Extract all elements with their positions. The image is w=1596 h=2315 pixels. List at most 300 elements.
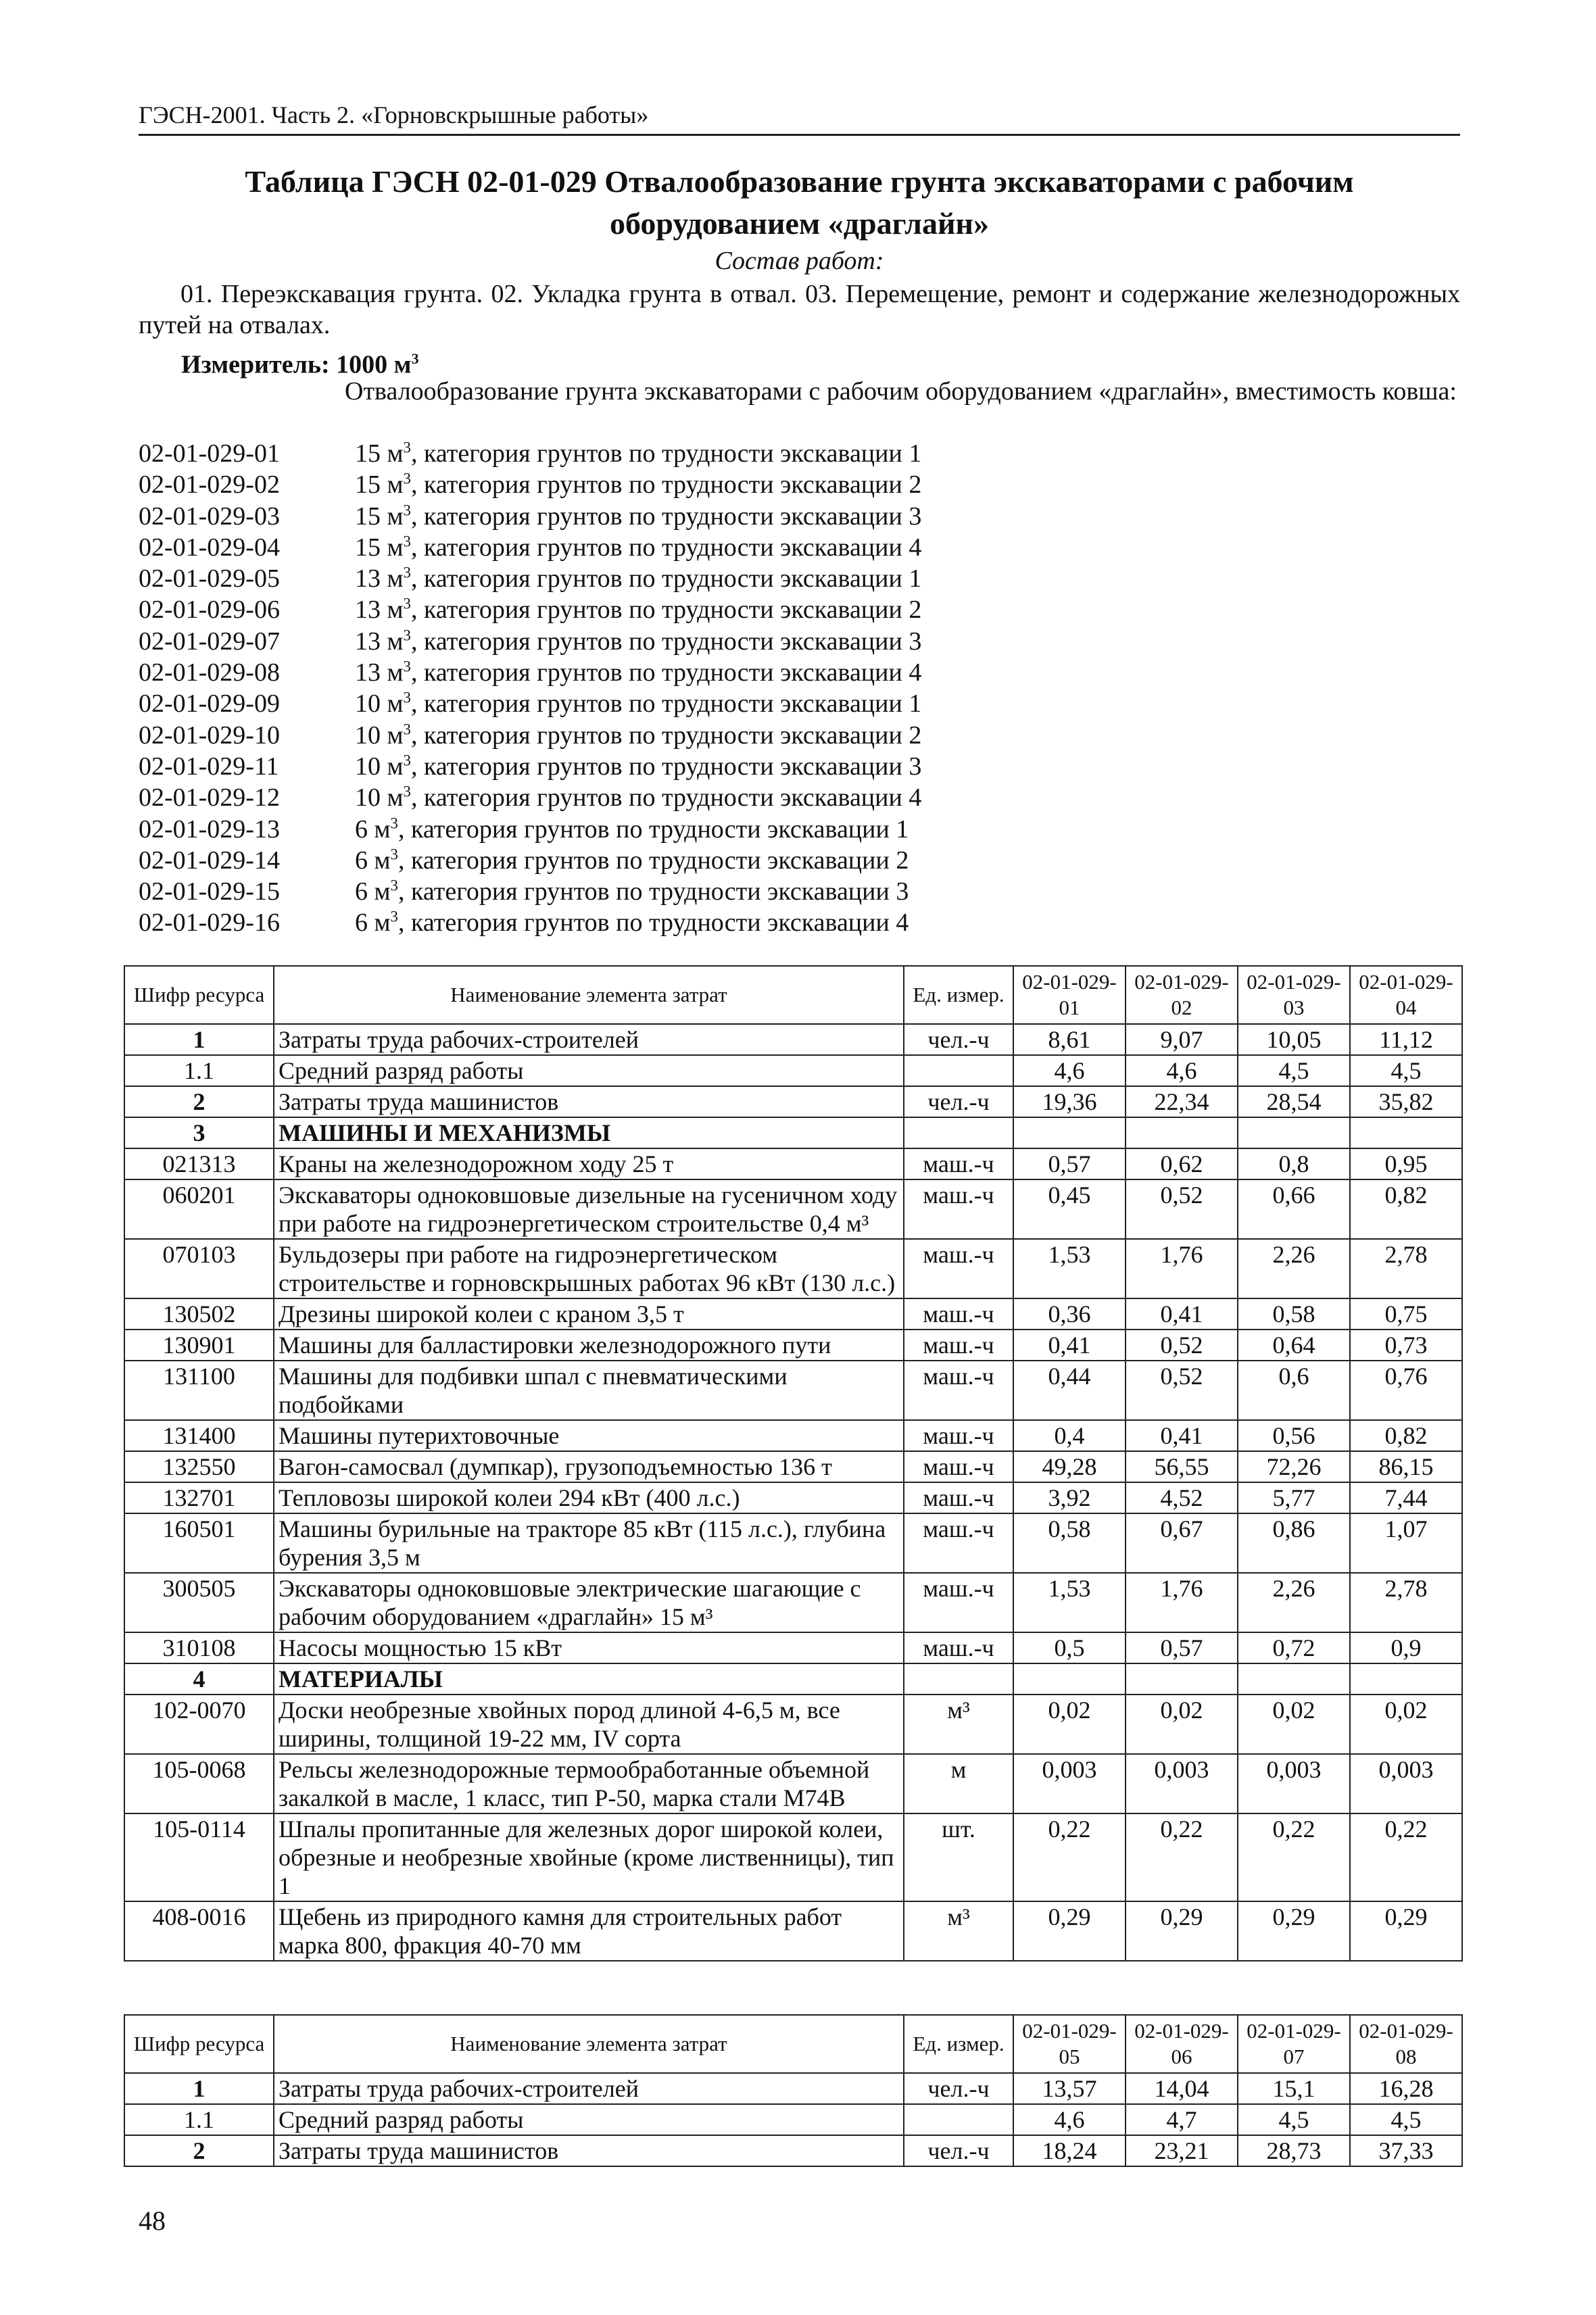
- cubic-sup: 3: [390, 908, 398, 925]
- unit: маш.-ч: [904, 1451, 1013, 1482]
- norm-description-text: , категория грунтов по трудности экскавации 4: [410, 783, 922, 812]
- value-cell: 0,72: [1238, 1632, 1350, 1663]
- table-row: [124, 1513, 1462, 1573]
- norm-description-text: , категория грунтов по трудности экскавации 3: [410, 752, 922, 781]
- norm-description: [355, 907, 1464, 938]
- norm-description-text: , категория грунтов по трудности экскавации 2: [410, 470, 922, 499]
- work-composition-heading: Состав работ:: [715, 247, 884, 275]
- element-name: Затраты труда рабочих-строителей: [274, 1024, 904, 1055]
- value-cell: 0,29: [1126, 1901, 1238, 1961]
- value-cell: 35,82: [1350, 1086, 1462, 1117]
- element-name: Затраты труда машинистов: [274, 2135, 904, 2166]
- value-cell: 2,78: [1350, 1239, 1462, 1298]
- table-row: [124, 2135, 1462, 2166]
- table-row: [124, 1573, 1462, 1632]
- element-name: Насосы мощностью 15 кВт: [274, 1632, 904, 1663]
- unit: м³: [904, 1901, 1013, 1961]
- value-cell: 0,003: [1350, 1754, 1462, 1813]
- value-cell: 0,8: [1238, 1148, 1350, 1179]
- unit: маш.-ч: [904, 1179, 1013, 1239]
- norm-description-text: , категория грунтов по трудности экскавации 3: [397, 877, 909, 906]
- table-row: [124, 1813, 1462, 1901]
- value-cell: 0,75: [1350, 1298, 1462, 1330]
- value-cell: 0,003: [1238, 1754, 1350, 1813]
- norm-description-text: , категория грунтов по трудности экскавации 3: [410, 502, 922, 531]
- norm-code-row: [139, 845, 1464, 876]
- norm-code: 02-01-029-15: [139, 877, 280, 906]
- value-cell: 0,67: [1126, 1513, 1238, 1573]
- norm-code: 02-01-029-16: [139, 908, 280, 937]
- unit: маш.-ч: [904, 1148, 1013, 1179]
- value-cell: 0,02: [1013, 1695, 1126, 1754]
- table-row: [124, 1179, 1462, 1239]
- value-cell: 23,21: [1126, 2135, 1238, 2166]
- value-cell: 0,66: [1238, 1179, 1350, 1239]
- norm-description-volume: 15 м: [355, 533, 404, 562]
- norm-code-row: [139, 688, 1464, 719]
- resource-code: 105-0068: [124, 1754, 274, 1813]
- resource-code: 1: [124, 1024, 274, 1055]
- norm-description: [355, 688, 1464, 719]
- value-cell: 22,34: [1126, 1086, 1238, 1117]
- table-row: [124, 1086, 1462, 1117]
- unit: м³: [904, 1695, 1013, 1754]
- norm-code: 02-01-029-03: [139, 502, 280, 531]
- norm-description-text: , категория грунтов по трудности экскавации 2: [397, 846, 909, 875]
- norm-code: 02-01-029-09: [139, 689, 280, 718]
- unit: маш.-ч: [904, 1513, 1013, 1573]
- element-name: Тепловозы широкой колеи 294 кВт (400 л.с.): [274, 1482, 904, 1513]
- norm-code-row: [139, 782, 1464, 813]
- value-cell: 1,76: [1126, 1239, 1238, 1298]
- value-cell: 0,22: [1126, 1813, 1238, 1901]
- value-cell: 7,44: [1350, 1482, 1462, 1513]
- element-name: Экскаваторы одноковшовые дизельные на гусеничном ходу при работе на гидроэнергетическом строительстве 0,4 м³: [274, 1179, 904, 1239]
- value-cell: 0,64: [1238, 1330, 1350, 1361]
- header-norm-code: 02-01-029-01: [1013, 966, 1126, 1024]
- value-cell: 0,9: [1350, 1632, 1462, 1663]
- table-row: [124, 1901, 1462, 1961]
- cubic-sup: 3: [403, 658, 411, 675]
- value-cell: 4,6: [1126, 1055, 1238, 1086]
- resource-code: 408-0016: [124, 1901, 274, 1961]
- norm-description-volume: 15 м: [355, 470, 404, 499]
- norm-description: [355, 751, 1464, 782]
- resource-code: 130502: [124, 1298, 274, 1330]
- resource-code: 105-0114: [124, 1813, 274, 1901]
- value-cell: 0,29: [1350, 1901, 1462, 1961]
- header-norm-code: 02-01-029-08: [1350, 2015, 1462, 2073]
- element-name: Дрезины широкой колеи с краном 3,5 т: [274, 1298, 904, 1330]
- unit: маш.-ч: [904, 1330, 1013, 1361]
- value-cell: 49,28: [1013, 1451, 1126, 1482]
- element-name: Доски необрезные хвойных пород длиной 4-6,5 м, все ширины, толщиной 19-22 мм, IV сорта: [274, 1695, 904, 1754]
- value-cell: 0,62: [1126, 1148, 1238, 1179]
- value-cell: 0,02: [1238, 1695, 1350, 1754]
- element-name: Машины для подбивки шпал с пневматическими подбойками: [274, 1361, 904, 1420]
- norm-description: [355, 626, 1464, 657]
- norm-description-text: , категория грунтов по трудности экскавации 1: [410, 564, 922, 593]
- value-cell: [1126, 1663, 1238, 1695]
- value-cell: 0,003: [1126, 1754, 1238, 1813]
- table-row: [124, 1632, 1462, 1663]
- value-cell: 0,22: [1238, 1813, 1350, 1901]
- element-name: Бульдозеры при работе на гидроэнергетическом строительстве и горновскрышных работах 96 кВт (130 л.с.): [274, 1239, 904, 1298]
- element-name: Затраты труда рабочих-строителей: [274, 2073, 904, 2104]
- resource-code: 130901: [124, 1330, 274, 1361]
- unit: маш.-ч: [904, 1361, 1013, 1420]
- value-cell: 4,5: [1350, 1055, 1462, 1086]
- norm-code-row: [139, 751, 1464, 782]
- value-cell: 19,36: [1013, 1086, 1126, 1117]
- value-cell: 4,52: [1126, 1482, 1238, 1513]
- header-unit: Ед. измер.: [904, 966, 1013, 1024]
- value-cell: [1350, 1663, 1462, 1695]
- norm-description-volume: 10 м: [355, 783, 404, 812]
- element-name: Машины путерихтовочные: [274, 1420, 904, 1451]
- resource-code: 4: [124, 1663, 274, 1695]
- resource-code: 3: [124, 1117, 274, 1148]
- measure-sup: 3: [411, 350, 419, 367]
- table-row: [124, 1117, 1462, 1148]
- value-cell: 1,76: [1126, 1573, 1238, 1632]
- table-row: [124, 1148, 1462, 1179]
- value-cell: 9,07: [1126, 1024, 1238, 1055]
- unit: [904, 1055, 1013, 1086]
- norm-intro: Отвалообразование грунта экскаваторами с рабочим оборудованием «драглайн», вместимость ковша:: [345, 377, 1457, 406]
- norm-description: [355, 845, 1464, 876]
- value-cell: 1,53: [1013, 1239, 1126, 1298]
- norm-code-row: [139, 469, 1464, 500]
- value-cell: [1013, 1663, 1126, 1695]
- unit: [904, 1663, 1013, 1695]
- norm-description-volume: 13 м: [355, 595, 404, 625]
- table-row: [124, 1695, 1462, 1754]
- value-cell: 1,07: [1350, 1513, 1462, 1573]
- value-cell: 0,36: [1013, 1298, 1126, 1330]
- value-cell: 0,003: [1013, 1754, 1126, 1813]
- measure-unit: [181, 343, 419, 381]
- norm-code: 02-01-029-06: [139, 595, 280, 625]
- header-element-name: Наименование элемента затрат: [274, 2015, 904, 2073]
- resource-table-2: [124, 2014, 1463, 2167]
- norm-description-text: , категория грунтов по трудности экскавации 4: [397, 908, 909, 937]
- norm-description: [355, 814, 1464, 845]
- header-norm-code: 02-01-029-07: [1238, 2015, 1350, 2073]
- unit: шт.: [904, 1813, 1013, 1901]
- value-cell: 0,02: [1126, 1695, 1238, 1754]
- norm-code-row: [139, 501, 1464, 532]
- norm-code: 02-01-029-01: [139, 439, 280, 468]
- norm-description-volume: 10 м: [355, 752, 404, 781]
- norm-description-volume: 13 м: [355, 627, 404, 656]
- element-name: Экскаваторы одноковшовые электрические шагающие с рабочим оборудованием «драглайн» 15 м³: [274, 1573, 904, 1632]
- resource-code: 300505: [124, 1573, 274, 1632]
- norm-code-row: [139, 438, 1464, 469]
- unit: маш.-ч: [904, 1298, 1013, 1330]
- norm-code: 02-01-029-07: [139, 627, 280, 656]
- table-header-row: [124, 966, 1462, 1024]
- norm-code-row: [139, 907, 1464, 938]
- value-cell: 0,56: [1238, 1420, 1350, 1451]
- unit: [904, 1117, 1013, 1148]
- resource-code: 2: [124, 1086, 274, 1117]
- header-element-name: Наименование элемента затрат: [274, 966, 904, 1024]
- cubic-sup: 3: [403, 564, 411, 581]
- norm-code: 02-01-029-14: [139, 846, 280, 875]
- value-cell: 18,24: [1013, 2135, 1126, 2166]
- norm-description: [355, 657, 1464, 688]
- resource-code: 131100: [124, 1361, 274, 1420]
- resource-code: 1.1: [124, 1055, 274, 1086]
- norm-code-row: [139, 532, 1464, 563]
- norm-description-volume: 15 м: [355, 439, 404, 468]
- cubic-sup: 3: [403, 689, 411, 706]
- header-unit: Ед. измер.: [904, 2015, 1013, 2073]
- value-cell: [1126, 1117, 1238, 1148]
- element-name: Шпалы пропитанные для железных дорог широкой колеи, обрезные и необрезные хвойные (кроме лиственницы), тип 1: [274, 1813, 904, 1901]
- value-cell: 4,6: [1013, 2104, 1126, 2135]
- norm-description: [355, 501, 1464, 532]
- measure-label: Измеритель: 1000 м: [181, 350, 412, 379]
- norm-code: 02-01-029-04: [139, 533, 280, 562]
- element-name: Средний разряд работы: [274, 2104, 904, 2135]
- resource-code: 160501: [124, 1513, 274, 1573]
- value-cell: 4,6: [1013, 1055, 1126, 1086]
- value-cell: 0,52: [1126, 1330, 1238, 1361]
- norm-description-text: , категория грунтов по трудности экскавации 1: [410, 439, 922, 468]
- running-header: ГЭСН-2001. Часть 2. «Горновскрышные работы»: [139, 100, 1460, 136]
- unit: маш.-ч: [904, 1239, 1013, 1298]
- value-cell: 0,52: [1126, 1361, 1238, 1420]
- norm-description: [355, 563, 1464, 594]
- header-norm-code: 02-01-029-03: [1238, 966, 1350, 1024]
- cubic-sup: 3: [390, 846, 398, 863]
- resource-code: 310108: [124, 1632, 274, 1663]
- norm-description-volume: 13 м: [355, 564, 404, 593]
- norm-description: [355, 532, 1464, 563]
- table-row: [124, 1754, 1462, 1813]
- value-cell: 13,57: [1013, 2073, 1126, 2104]
- value-cell: [1013, 1117, 1126, 1148]
- value-cell: 0,82: [1350, 1179, 1462, 1239]
- value-cell: 14,04: [1126, 2073, 1238, 2104]
- norm-description-text: , категория грунтов по трудности экскавации 1: [410, 689, 922, 718]
- value-cell: 0,82: [1350, 1420, 1462, 1451]
- header-norm-code: 02-01-029-06: [1126, 2015, 1238, 2073]
- work-composition-text: 01. Переэкскавация грунта. 02. Укладка грунта в отвал. 03. Перемещение, ремонт и содержание железнодорожных путей на отвалах.: [139, 280, 1460, 339]
- resource-code: 2: [124, 2135, 274, 2166]
- table-row: [124, 2073, 1462, 2104]
- unit: м: [904, 1754, 1013, 1813]
- norm-description-volume: 6 м: [355, 908, 391, 937]
- element-name: Затраты труда машинистов: [274, 1086, 904, 1117]
- table-row: [124, 1298, 1462, 1330]
- value-cell: 0,41: [1126, 1298, 1238, 1330]
- norm-code-list: [139, 438, 1464, 939]
- norm-description-volume: 6 м: [355, 877, 391, 906]
- table-row: [124, 1024, 1462, 1055]
- value-cell: 0,86: [1238, 1513, 1350, 1573]
- norm-description: [355, 876, 1464, 907]
- table-row: [124, 1663, 1462, 1695]
- header-norm-code: 02-01-029-04: [1350, 966, 1462, 1024]
- cubic-sup: 3: [403, 627, 411, 644]
- value-cell: 72,26: [1238, 1451, 1350, 1482]
- value-cell: 1,53: [1013, 1573, 1126, 1632]
- value-cell: 4,5: [1238, 2104, 1350, 2135]
- table-row: [124, 1239, 1462, 1298]
- value-cell: 10,05: [1238, 1024, 1350, 1055]
- element-name: Краны на железнодорожном ходу 25 т: [274, 1148, 904, 1179]
- table-row: [124, 1330, 1462, 1361]
- norm-description-text: , категория грунтов по трудности экскавации 2: [410, 595, 922, 625]
- norm-description: [355, 720, 1464, 751]
- norm-code: 02-01-029-10: [139, 721, 280, 750]
- norm-description: [355, 594, 1464, 625]
- norm-description-volume: 6 м: [355, 846, 391, 875]
- element-name: Вагон-самосвал (думпкар), грузоподъемностью 136 т: [274, 1451, 904, 1482]
- table-row: [124, 1361, 1462, 1420]
- norm-description-volume: 10 м: [355, 689, 404, 718]
- value-cell: 0,95: [1350, 1148, 1462, 1179]
- element-name: Щебень из природного камня для строительных работ марка 800, фракция 40-70 мм: [274, 1901, 904, 1961]
- value-cell: 5,77: [1238, 1482, 1350, 1513]
- norm-code: 02-01-029-02: [139, 470, 280, 499]
- value-cell: 3,92: [1013, 1482, 1126, 1513]
- value-cell: 37,33: [1350, 2135, 1462, 2166]
- norm-code-row: [139, 626, 1464, 657]
- norm-description-text: , категория грунтов по трудности экскавации 4: [410, 658, 922, 687]
- norm-description-text: , категория грунтов по трудности экскавации 2: [410, 721, 922, 750]
- resource-code: 1: [124, 2073, 274, 2104]
- norm-description-volume: 15 м: [355, 502, 404, 531]
- value-cell: 0,4: [1013, 1420, 1126, 1451]
- value-cell: 0,22: [1350, 1813, 1462, 1901]
- cubic-sup: 3: [403, 533, 411, 550]
- resource-code: 102-0070: [124, 1695, 274, 1754]
- norm-code: 02-01-029-11: [139, 752, 279, 781]
- value-cell: 0,44: [1013, 1361, 1126, 1420]
- table-title: Таблица ГЭСН 02-01-029 Отвалообразование грунта экскаваторами с рабочим оборудованием «драглайн»: [245, 164, 1354, 241]
- value-cell: 4,7: [1126, 2104, 1238, 2135]
- resource-code: 1.1: [124, 2104, 274, 2135]
- value-cell: 0,22: [1013, 1813, 1126, 1901]
- norm-description-text: , категория грунтов по трудности экскавации 3: [410, 627, 922, 656]
- value-cell: 2,26: [1238, 1239, 1350, 1298]
- element-name: Средний разряд работы: [274, 1055, 904, 1086]
- header-resource-code: Шифр ресурса: [124, 966, 274, 1024]
- value-cell: 28,73: [1238, 2135, 1350, 2166]
- norm-description-volume: 6 м: [355, 814, 391, 844]
- value-cell: 28,54: [1238, 1086, 1350, 1117]
- norm-description-volume: 10 м: [355, 721, 404, 750]
- value-cell: 0,73: [1350, 1330, 1462, 1361]
- norm-description: [355, 469, 1464, 500]
- table-row: [124, 1482, 1462, 1513]
- resource-code: 132550: [124, 1451, 274, 1482]
- table-row: [124, 1055, 1462, 1086]
- cubic-sup: 3: [403, 439, 411, 456]
- unit: чел.-ч: [904, 1024, 1013, 1055]
- element-name: Рельсы железнодорожные термообработанные объемной закалкой в масле, 1 класс, тип Р-50, марка стали М74В: [274, 1754, 904, 1813]
- value-cell: 0,57: [1013, 1148, 1126, 1179]
- element-name: Машины для балластировки железнодорожного пути: [274, 1330, 904, 1361]
- page-number: 48: [139, 2206, 166, 2236]
- unit: чел.-ч: [904, 2073, 1013, 2104]
- value-cell: 15,1: [1238, 2073, 1350, 2104]
- norm-code-row: [139, 720, 1464, 751]
- value-cell: 2,78: [1350, 1573, 1462, 1632]
- resource-code: 060201: [124, 1179, 274, 1239]
- value-cell: 11,12: [1350, 1024, 1462, 1055]
- table-row: [124, 1420, 1462, 1451]
- unit: чел.-ч: [904, 2135, 1013, 2166]
- cubic-sup: 3: [403, 752, 411, 769]
- header-norm-code: 02-01-029-02: [1126, 966, 1238, 1024]
- resource-code: 131400: [124, 1420, 274, 1451]
- value-cell: 0,41: [1126, 1420, 1238, 1451]
- value-cell: 2,26: [1238, 1573, 1350, 1632]
- element-name: МАШИНЫ И МЕХАНИЗМЫ: [274, 1117, 904, 1148]
- value-cell: 16,28: [1350, 2073, 1462, 2104]
- unit: маш.-ч: [904, 1420, 1013, 1451]
- norm-description-text: , категория грунтов по трудности экскавации 4: [410, 533, 922, 562]
- unit: маш.-ч: [904, 1482, 1013, 1513]
- norm-description: [355, 438, 1464, 469]
- header-norm-code: 02-01-029-05: [1013, 2015, 1126, 2073]
- cubic-sup: 3: [403, 783, 411, 800]
- value-cell: 0,45: [1013, 1179, 1126, 1239]
- cubic-sup: 3: [403, 721, 411, 738]
- table-row: [124, 2104, 1462, 2135]
- value-cell: 0,58: [1013, 1513, 1126, 1573]
- resource-code: 070103: [124, 1239, 274, 1298]
- value-cell: 0,6: [1238, 1361, 1350, 1420]
- table-header-row: [124, 2015, 1462, 2073]
- norm-code-row: [139, 814, 1464, 845]
- value-cell: 0,02: [1350, 1695, 1462, 1754]
- value-cell: [1350, 1117, 1462, 1148]
- value-cell: [1238, 1663, 1350, 1695]
- value-cell: 56,55: [1126, 1451, 1238, 1482]
- resource-table-1: [124, 965, 1463, 1961]
- value-cell: 0,29: [1238, 1901, 1350, 1961]
- cubic-sup: 3: [403, 501, 411, 518]
- norm-description: [355, 782, 1464, 813]
- table-row: [124, 1451, 1462, 1482]
- unit: [904, 2104, 1013, 2135]
- cubic-sup: 3: [403, 595, 411, 612]
- element-name: МАТЕРИАЛЫ: [274, 1663, 904, 1695]
- value-cell: 86,15: [1350, 1451, 1462, 1482]
- resource-code: 021313: [124, 1148, 274, 1179]
- cubic-sup: 3: [390, 814, 398, 831]
- norm-code-row: [139, 594, 1464, 625]
- norm-description-volume: 13 м: [355, 658, 404, 687]
- norm-code: 02-01-029-13: [139, 814, 280, 844]
- value-cell: 0,58: [1238, 1298, 1350, 1330]
- header-resource-code: Шифр ресурса: [124, 2015, 274, 2073]
- value-cell: [1238, 1117, 1350, 1148]
- norm-description-text: , категория грунтов по трудности экскавации 1: [397, 814, 909, 844]
- value-cell: 0,41: [1013, 1330, 1126, 1361]
- norm-code: 02-01-029-05: [139, 564, 280, 593]
- value-cell: 0,76: [1350, 1361, 1462, 1420]
- unit: маш.-ч: [904, 1632, 1013, 1663]
- norm-code: 02-01-029-12: [139, 783, 280, 812]
- resource-code: 132701: [124, 1482, 274, 1513]
